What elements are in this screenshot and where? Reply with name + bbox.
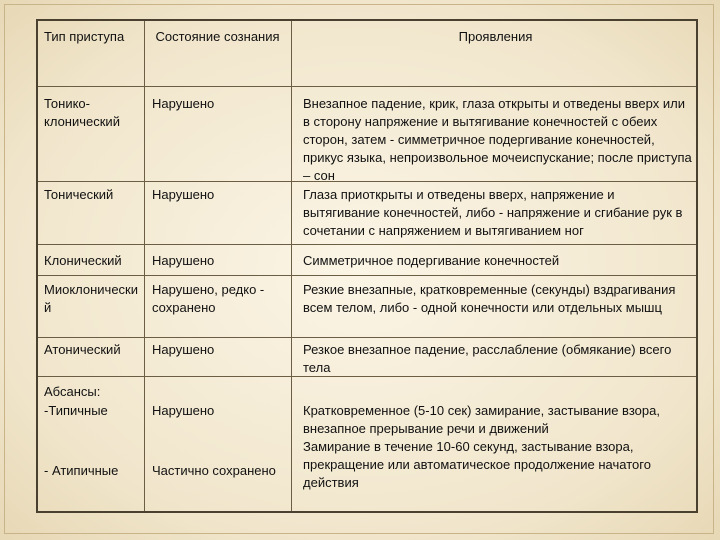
absences-typical-consciousness: Нарушено: [152, 403, 215, 418]
row-manifestations: Глаза приоткрыты и отведены вверх, напряжение и вытягивание конечностей, либо - напряжение и сгибание рук в сочетании с напряжением и вытягиванием ног: [303, 187, 683, 238]
seizure-types-table: [36, 19, 698, 513]
row-manifestations: Резкое внезапное падение, расслабление (обмякание) всего тела: [303, 342, 672, 375]
row-consciousness: Нарушено: [152, 342, 215, 357]
header-type: Тип приступа: [44, 29, 125, 44]
absences-label: Абсансы:: [44, 384, 101, 399]
absences-atypical-consciousness: Частично сохранено: [152, 463, 276, 478]
row-consciousness: Нарушено: [152, 96, 215, 111]
row-consciousness: Нарушено: [152, 187, 215, 202]
row-type: Миоклоничеcкий: [44, 282, 139, 315]
row-type: Клонический: [44, 253, 122, 268]
absences-atypical-manifestations: Замирание в течение 10-60 секунд, застывание взора, прекращение или автоматическое продолжение начатого действия: [303, 439, 651, 490]
row-consciousness: Нарушено: [152, 253, 215, 268]
row-divider: [38, 275, 696, 276]
absences-typical-manifestations: Кратковременное (5-10 сек) замирание, застывание взора, внезапное прерывание речи и движений: [303, 403, 660, 436]
absences-typical-label: -Типичные: [44, 403, 108, 418]
row-manifestations: Резкие внезапные, кратковременные (секунды) вздрагивания всем телом, либо - одной конечности или отдельных мышц: [303, 282, 676, 315]
absences-atypical-label: - Атипичные: [44, 463, 119, 478]
header-consciousness: Состояние сознания: [155, 29, 280, 44]
row-type: Тонико-клонический: [44, 96, 120, 129]
row-consciousness: Нарушено, редко - сохранено: [152, 282, 265, 315]
row-divider: [38, 86, 696, 87]
row-divider: [38, 337, 696, 338]
row-manifestations: Симметричное подергивание конечностей: [303, 253, 560, 268]
column-divider: [291, 21, 292, 511]
header-manifestations: Проявления: [458, 29, 533, 44]
row-type: Тонический: [44, 187, 114, 202]
column-divider: [144, 21, 145, 511]
row-divider: [38, 244, 696, 245]
row-type: Атонический: [44, 342, 121, 357]
row-manifestations: Внезапное падение, крик, глаза открыты и отведены вверх или в сторону напряжение и вытягивание конечностей с обеих сторон, затем - симметричное подергивание конечностей, прикус языка, непроизвольное мочеиспускание; после приступа – сон: [303, 96, 692, 183]
